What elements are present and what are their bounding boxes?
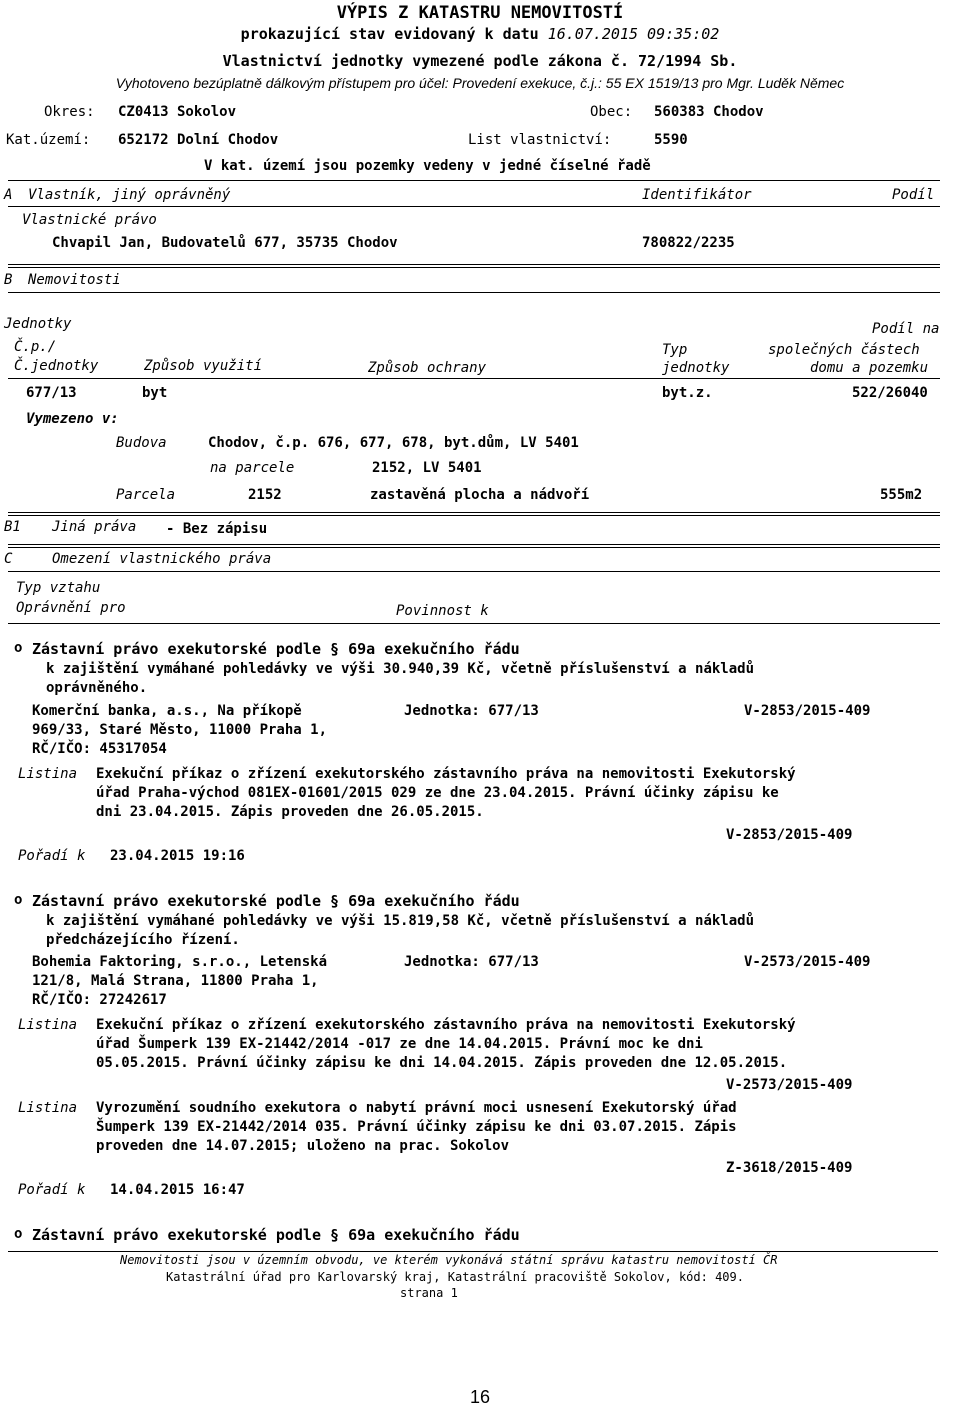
parcel-on-value: 2152, LV 5401 <box>372 460 482 476</box>
parcel-number: 2152 <box>248 487 282 503</box>
section-b1-value: - Bez zápisu <box>166 521 268 537</box>
divider <box>8 180 940 181</box>
state-line <box>0 26 960 43</box>
state-prefix: prokazující stav evidovaný k datu <box>240 25 548 43</box>
section-b1-letter: B1 <box>4 519 21 535</box>
lien-description-cont: předcházejícího řízení. <box>46 932 240 948</box>
divider <box>8 571 940 572</box>
lien-reference: V-2853/2015-409 <box>744 703 871 719</box>
col-protection: Způsob ochrany <box>368 360 487 376</box>
section-divider <box>8 512 940 516</box>
divider <box>8 292 940 293</box>
entry-bullet: o <box>14 892 23 908</box>
creditor-line-1: Komerční banka, a.s., Na příkopě <box>32 703 302 719</box>
entry-bullet: o <box>14 1226 23 1242</box>
ownership-subsection: Vlastnické právo <box>22 212 157 228</box>
parcel-on-label: na parcele <box>210 460 295 476</box>
document-line-2: úřad Praha-východ 081EX-01601/2015 029 ze dne 23.04.2015. Právní účinky zápisu ke <box>96 785 779 801</box>
parcel-label: Parcela <box>116 487 176 503</box>
creditor-line-1: Bohemia Faktoring, s.r.o., Letenská <box>32 954 328 970</box>
section-c-letter: C <box>4 551 13 567</box>
generated-note: Vyhotoveno bezúplatně dálkovým přístupem pro účel: Provedení exekuce, č.j.: 55 EX 1519/13 pro Mgr. Luděk Němec <box>115 75 845 91</box>
order-date: 14.04.2015 16:47 <box>110 1182 245 1198</box>
col-share: Podíl <box>892 187 935 203</box>
col-share-3: domu a pozemku <box>810 360 929 376</box>
lien-unit: Jednotka: 677/13 <box>404 703 539 719</box>
lien-description-cont: oprávněného. <box>46 680 148 696</box>
katuzemi-value: 652172 Dolní Chodov <box>118 132 279 148</box>
parcel-kind: zastavěná plocha a nádvoří <box>370 487 590 503</box>
section-c-title: Omezení vlastnického práva <box>52 551 272 567</box>
col-share-2: společných částech <box>768 342 920 358</box>
listina-label: Listina <box>18 1100 78 1116</box>
section-a-title: Vlastník, jiný oprávněný <box>28 187 231 203</box>
section-b1-title: Jiná práva <box>52 519 137 535</box>
col-entitled: Oprávnění pro <box>16 600 126 616</box>
document-reference: V-2573/2015-409 <box>726 1077 853 1093</box>
okres-value: CZ0413 Sokolov <box>118 104 237 120</box>
lien-description: k zajištění vymáhané pohledávky ve výši 15.819,58 Kč, včetně příslušenství a nákladů <box>46 913 755 929</box>
document-line-3: dni 23.04.2015. Zápis proveden dne 26.05.2015. <box>96 804 484 820</box>
section-divider <box>8 544 940 548</box>
document-reference: Z-3618/2015-409 <box>726 1160 853 1176</box>
document-line-2: úřad Šumperk 139 EX-21442/2014 -017 ze dne 14.04.2015. Právní moc ke dni <box>96 1036 703 1052</box>
document-subtitle: Vlastnictví jednotky vymezené podle zákona č. 72/1994 Sb. <box>222 52 738 70</box>
footer-divider <box>8 1251 938 1252</box>
col-share-1: Podíl na <box>872 321 940 337</box>
lien-unit: Jednotka: 677/13 <box>404 954 539 970</box>
col-type-2: jednotky <box>662 360 730 376</box>
section-b-letter: B <box>4 272 13 288</box>
page-number: 16 <box>469 1387 491 1407</box>
col-usage: Způsob využití <box>144 358 263 374</box>
col-relation-type: Typ vztahu <box>16 580 101 596</box>
cadastre-note: V kat. území jsou pozemky vedeny v jedné číselné řadě <box>204 158 651 174</box>
divider <box>8 206 940 207</box>
creditor-line-2: 121/8, Malá Strana, 11800 Praha 1, <box>32 973 319 989</box>
entry-bullet: o <box>14 640 23 656</box>
lv-label: List vlastnictví: <box>468 132 612 148</box>
defined-label: Vymezeno v: <box>26 411 119 427</box>
document-line-3: 05.05.2015. Právní účinky zápisu ke dni 14.04.2015. Zápis proveden dne 12.05.2015. <box>96 1055 788 1071</box>
document-line-3: proveden dne 14.07.2015; uloženo na prac. Sokolov <box>96 1138 510 1154</box>
footer-line-1: Nemovitosti jsou v územním obvodu, ve kterém vykonává státní správu katastru nemovitostí ČR <box>120 1253 778 1267</box>
creditor-id: RČ/IČO: 45317054 <box>32 741 167 757</box>
building-label: Budova <box>116 435 167 451</box>
unit-share: 522/26040 <box>852 385 928 401</box>
section-b-title: Nemovitosti <box>28 272 121 288</box>
obec-value: 560383 Chodov <box>654 104 764 120</box>
building-value: Chodov, č.p. 676, 677, 678, byt.dům, LV 5401 <box>208 435 579 451</box>
document-reference: V-2853/2015-409 <box>726 827 853 843</box>
document-line-1: Vyrozumění soudního exekutora o nabytí právní moci usnesení Exekutorský úřad <box>96 1100 737 1116</box>
col-identifier: Identifikátor <box>642 187 752 203</box>
parcel-area: 555m2 <box>880 487 923 503</box>
divider <box>8 378 940 379</box>
col-unit-number: Č.jednotky <box>14 358 99 374</box>
document-line-1: Exekuční příkaz o zřízení exekutorského zástavního práva na nemovitosti Exekutorský <box>96 1017 796 1033</box>
document-title: VÝPIS Z KATASTRU NEMOVITOSTÍ <box>336 3 624 23</box>
okres-label: Okres: <box>44 104 95 120</box>
document-line-2: Šumperk 139 EX-21442/2014 035. Právní účinky zápisu ke dni 03.07.2015. Zápis <box>96 1119 737 1135</box>
unit-usage: byt <box>142 385 168 401</box>
owner-name: Chvapil Jan, Budovatelů 677, 35735 Chodov <box>52 235 398 251</box>
katuzemi-label: Kat.území: <box>6 132 91 148</box>
lien-title: Zástavní právo exekutorské podle § 69a exekučního řádu <box>32 892 520 910</box>
document-line-1: Exekuční příkaz o zřízení exekutorského zástavního práva na nemovitosti Exekutorský <box>96 766 796 782</box>
unit-number: 677/13 <box>26 385 77 401</box>
order-label: Pořadí k <box>18 1182 86 1198</box>
col-cp: Č.p./ <box>14 339 57 355</box>
obec-label: Obec: <box>590 104 633 120</box>
lien-description: k zajištění vymáhané pohledávky ve výši 30.940,39 Kč, včetně příslušenství a nákladů <box>46 661 755 677</box>
order-date: 23.04.2015 19:16 <box>110 848 245 864</box>
owner-identifier: 780822/2235 <box>642 235 735 251</box>
lv-value: 5590 <box>654 132 688 148</box>
creditor-line-2: 969/33, Staré Město, 11000 Praha 1, <box>32 722 328 738</box>
creditor-id: RČ/IČO: 27242617 <box>32 992 167 1008</box>
listina-label: Listina <box>18 1017 78 1033</box>
footer-line-2: Katastrální úřad pro Karlovarský kraj, Katastrální pracoviště Sokolov, kód: 409. <box>166 1270 744 1284</box>
state-date: 16.07.2015 09:35:02 <box>547 25 720 43</box>
listina-label: Listina <box>18 766 78 782</box>
unit-type: byt.z. <box>662 385 713 401</box>
col-obligation: Povinnost k <box>396 603 489 619</box>
order-label: Pořadí k <box>18 848 86 864</box>
lien-title: Zástavní právo exekutorské podle § 69a exekučního řádu <box>32 640 520 658</box>
footer-page: strana 1 <box>400 1286 458 1300</box>
section-a-letter: A <box>4 187 13 203</box>
lien-title: Zástavní právo exekutorské podle § 69a exekučního řádu <box>32 1226 520 1244</box>
section-divider <box>8 264 940 268</box>
divider <box>8 623 940 624</box>
lien-reference: V-2573/2015-409 <box>744 954 871 970</box>
col-type-1: Typ <box>662 342 688 358</box>
units-label: Jednotky <box>4 316 72 332</box>
